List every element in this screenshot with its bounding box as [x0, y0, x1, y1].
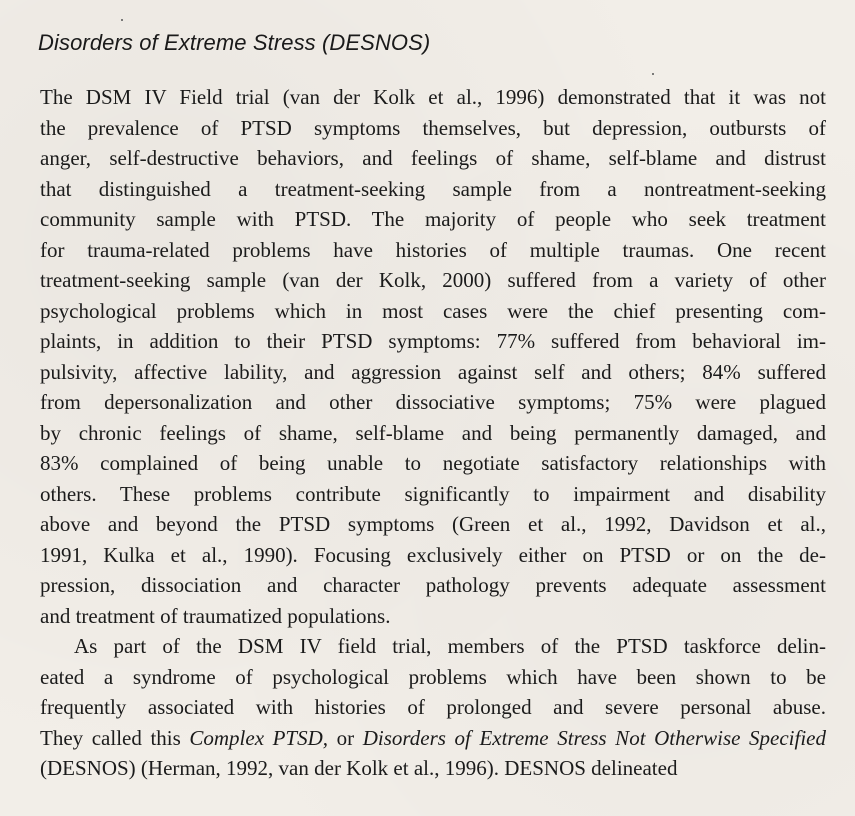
- section-heading: Disorders of Extreme Stress (DESNOS): [38, 30, 431, 55]
- text-line: from depersonalization and other dissociative symptoms; 75% were plagued: [40, 390, 826, 414]
- text-line: pression, dissociation and character pathology prevents adequate assessment: [40, 573, 826, 597]
- text-line: for trauma-related problems have histories of multiple traumas. One recent: [40, 237, 826, 262]
- text-line: 1991, Kulka et al., 1990). Focusing exclusively either on PTSD or on the de-: [40, 542, 826, 567]
- text-line: that distinguished a treatment-seeking sample from a nontreatment-seeking: [40, 176, 826, 201]
- text-line: frequently associated with histories of prolonged and severe personal abuse.: [40, 695, 826, 719]
- italic-term-complex-ptsd: Complex PTSD,: [189, 725, 329, 750]
- text-line: the prevalence of PTSD symptoms themselves, but depression, outbursts of: [40, 115, 826, 140]
- print-speck: [121, 19, 123, 21]
- text-line: eated a syndrome of psychological problems which have been shown to be: [40, 664, 826, 689]
- text-line: and treatment of traumatized populations.: [40, 603, 391, 628]
- text-line: by chronic feelings of shame, self-blame and being permanently damaged, and: [40, 420, 826, 445]
- text-line: others. These problems contribute significantly to impairment and disability: [40, 481, 826, 506]
- body-text: [40, 82, 826, 784]
- text-line: psychological problems which in most cases were the chief presenting com-: [40, 298, 826, 323]
- text-line: community sample with PTSD. The majority of people who seek treatment: [40, 207, 826, 231]
- text-line-with-italics: [40, 723, 826, 754]
- text-run: or: [328, 725, 363, 750]
- text-line: As part of the DSM IV field trial, members of the PTSD taskforce delin-: [74, 634, 826, 658]
- paragraph-1: [40, 82, 826, 631]
- text-line: pulsivity, affective lability, and aggression against self and others; 84% suffered: [40, 359, 826, 384]
- text-line: (DESNOS) (Herman, 1992, van der Kolk et al., 1996). DESNOS delineated: [40, 756, 678, 780]
- text-line: plaints, in addition to their PTSD symptoms: 77% suffered from behavioral im-: [40, 329, 826, 353]
- text-run: They called this: [40, 725, 190, 750]
- text-line: above and beyond the PTSD symptoms (Green et al., 1992, Davidson et al.,: [40, 512, 826, 536]
- print-speck: [652, 73, 654, 75]
- text-line: 83% complained of being unable to negotiate satisfactory relationships with: [40, 451, 826, 475]
- text-line: anger, self-destructive behaviors, and feelings of shame, self-blame and distrust: [40, 146, 826, 170]
- paragraph-2: [40, 631, 826, 784]
- text-line: The DSM IV Field trial (van der Kolk et al., 1996) demonstrated that it was not: [40, 85, 826, 109]
- italic-term-desnos: Disorders of Extreme Stress Not Otherwise Specified: [362, 725, 826, 750]
- text-line: treatment-seeking sample (van der Kolk, 2000) suffered from a variety of other: [40, 268, 826, 292]
